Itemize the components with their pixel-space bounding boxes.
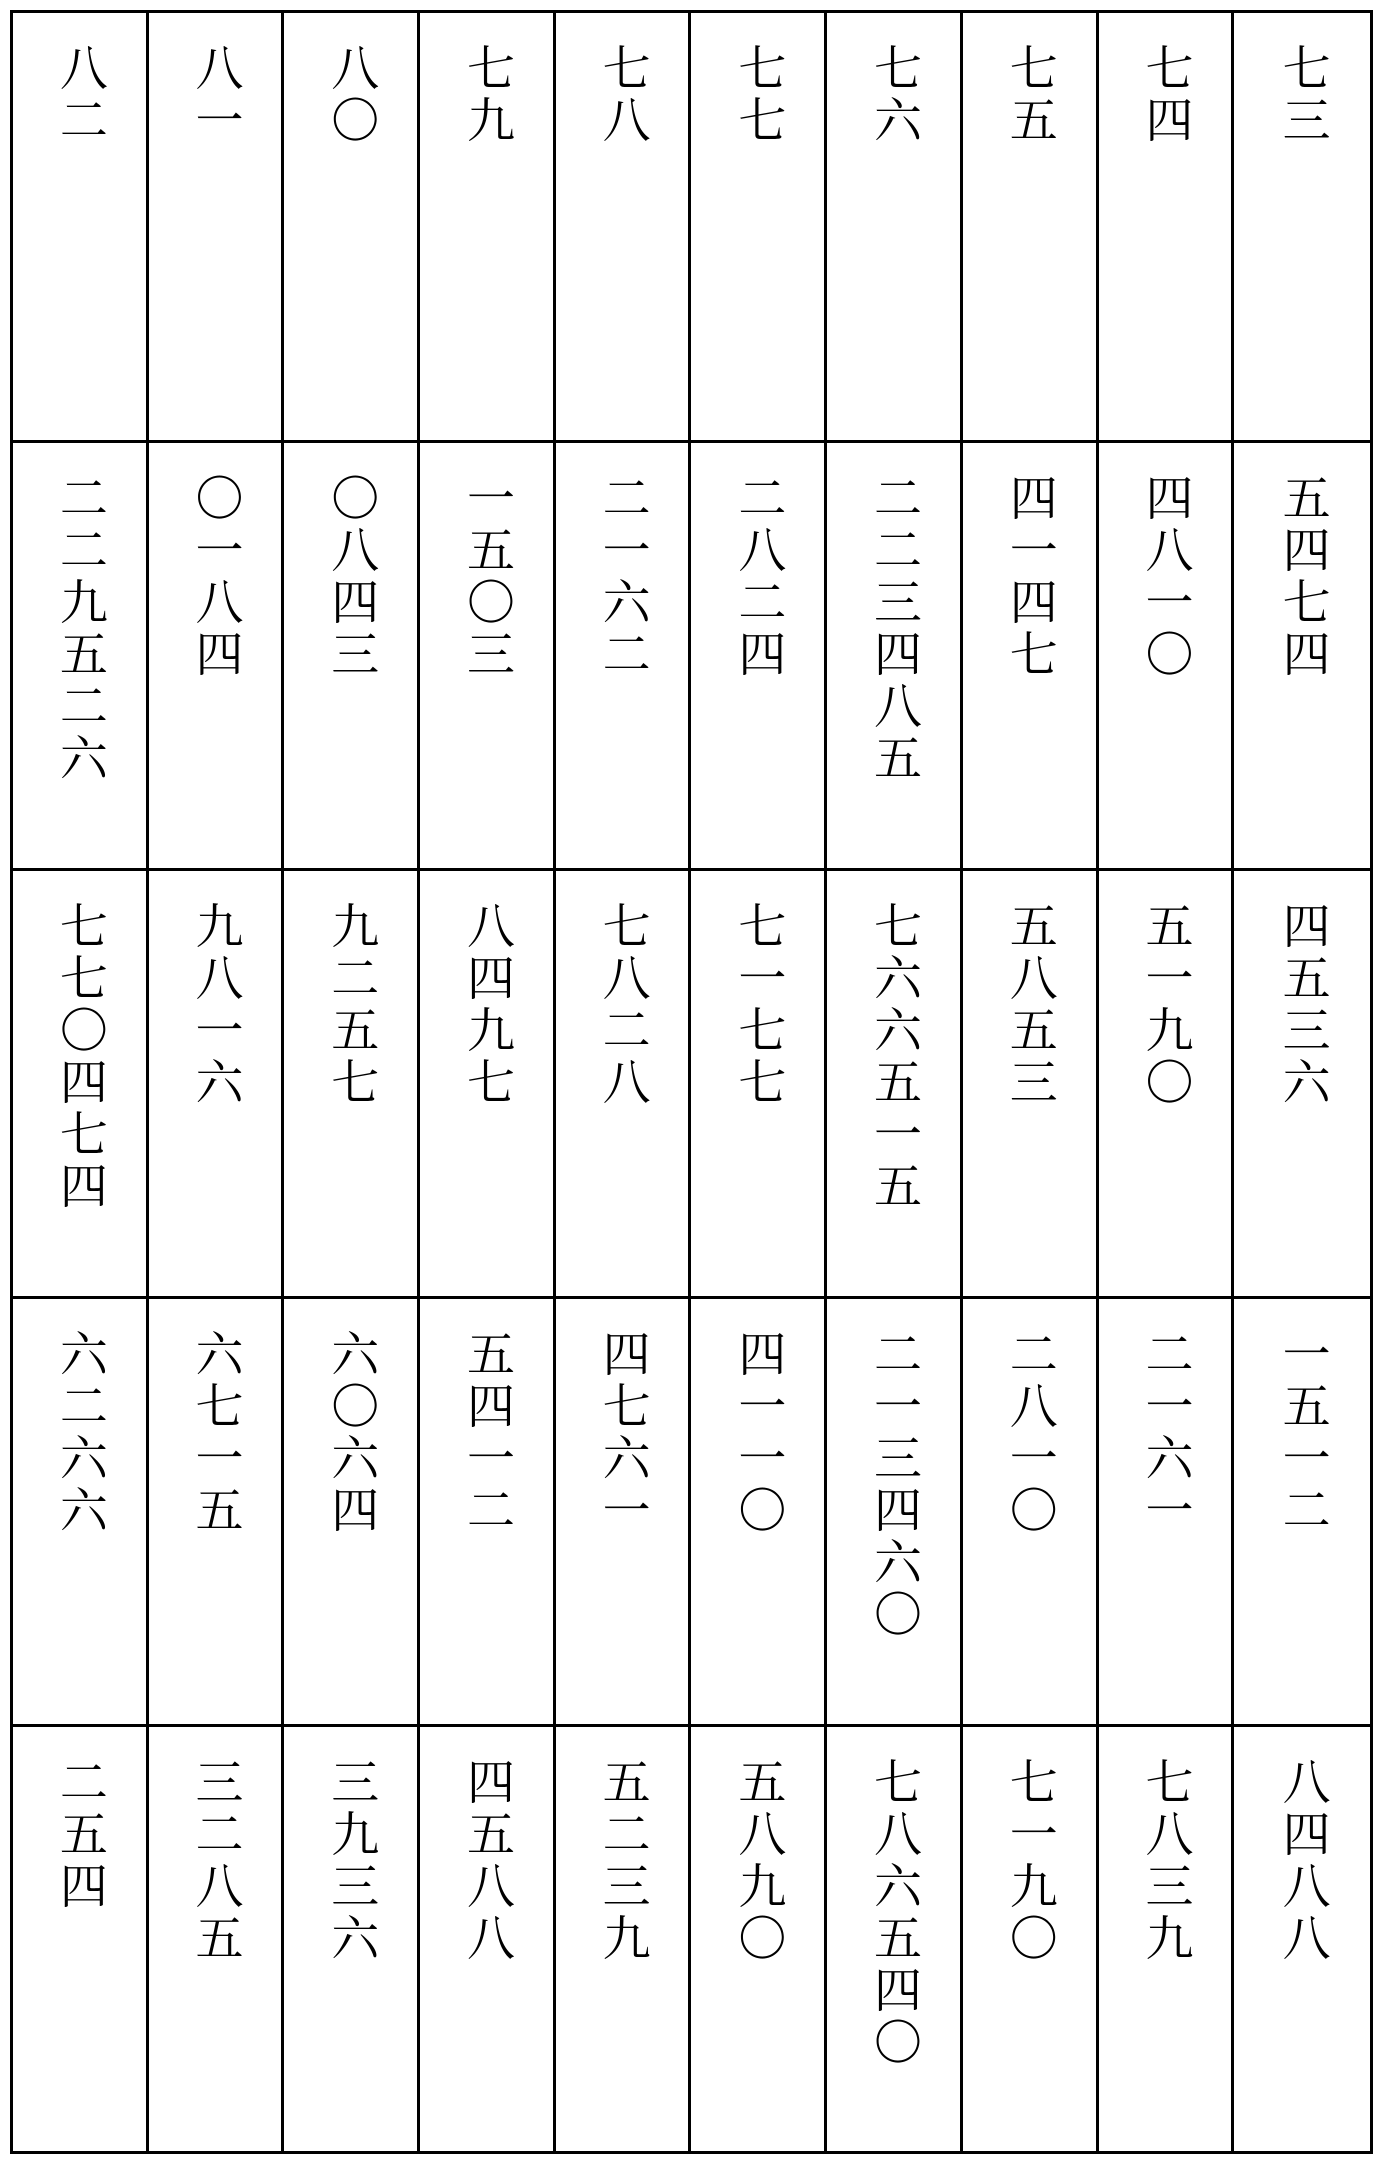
table-cell — [963, 13, 1099, 443]
table-cell — [13, 1299, 149, 1727]
table-cell — [284, 1727, 420, 2151]
cell-text: 四五八八 — [458, 1757, 515, 1965]
cell-text: 四一四七 — [1001, 473, 1058, 681]
cell-text: 七八二八 — [594, 901, 651, 1109]
table-cell — [420, 1727, 556, 2151]
cell-text: 一五一二 — [1274, 1329, 1331, 1537]
cell-text: 七三 — [1274, 43, 1331, 147]
cell-text: 五八五三 — [1001, 901, 1058, 1109]
cell-text: 七六 — [865, 43, 922, 147]
cell-text: 四七六一 — [594, 1329, 651, 1537]
table-cell — [963, 1299, 1099, 1727]
table-cell — [963, 871, 1099, 1299]
table-cell — [963, 443, 1099, 871]
cell-text: 六〇六四 — [322, 1329, 379, 1537]
table-cell — [1234, 1299, 1370, 1727]
cell-text: 二一六二 — [594, 473, 651, 681]
cell-text: 六七一五 — [187, 1329, 244, 1537]
table-cell — [1234, 871, 1370, 1299]
table-cell — [827, 443, 963, 871]
table-cell — [691, 1299, 827, 1727]
cell-text: 七七 — [729, 43, 786, 147]
cell-text: 七五 — [1001, 43, 1058, 147]
table-cell — [691, 871, 827, 1299]
cell-text: 〇一八四 — [187, 473, 244, 681]
cell-text: 六二六六 — [51, 1329, 108, 1537]
table-cell — [827, 1727, 963, 2151]
table-cell — [284, 13, 420, 443]
table-cell — [691, 13, 827, 443]
cell-text: 七八 — [594, 43, 651, 147]
cell-text: 四五三六 — [1274, 901, 1331, 1109]
table-cell — [284, 1299, 420, 1727]
cell-text: 七四 — [1136, 43, 1193, 147]
table-cell — [556, 1727, 692, 2151]
cell-text: 二五四 — [51, 1757, 108, 1913]
cell-text: 七一九〇 — [1001, 1757, 1058, 1965]
cell-text: 七七〇四七四 — [51, 901, 108, 1213]
table-cell — [1099, 1299, 1235, 1727]
table-cell — [1234, 1727, 1370, 2151]
table-cell — [556, 13, 692, 443]
table-cell — [1099, 13, 1235, 443]
cell-text: 七一七七 — [729, 901, 786, 1109]
cell-text: 五四一二 — [458, 1329, 515, 1537]
cell-text: 二二九五二六 — [51, 473, 108, 785]
table-cell — [420, 1299, 556, 1727]
table-cell — [149, 1299, 285, 1727]
cell-text: 三二八五 — [187, 1757, 244, 1965]
cell-text: 七八六五四〇 — [865, 1757, 922, 2069]
cell-text: 二八二四 — [729, 473, 786, 681]
table-cell — [1099, 443, 1235, 871]
table-cell — [556, 443, 692, 871]
table-cell — [691, 1727, 827, 2151]
table-cell — [1099, 871, 1235, 1299]
cell-text: 五一九〇 — [1136, 901, 1193, 1109]
cell-text: 九八一六 — [187, 901, 244, 1109]
table-cell — [827, 1299, 963, 1727]
table-cell — [1234, 443, 1370, 871]
cell-text: 八一 — [187, 43, 244, 147]
cell-text: 九二五七 — [322, 901, 379, 1109]
table-cell — [284, 443, 420, 871]
cell-text: 二二三四八五 — [865, 473, 922, 785]
cell-text: 八四八八 — [1274, 1757, 1331, 1965]
cell-text: 五八九〇 — [729, 1757, 786, 1965]
cell-text: 五四七四 — [1274, 473, 1331, 681]
cell-text: 七九 — [458, 43, 515, 147]
table-cell — [149, 13, 285, 443]
table-cell — [13, 871, 149, 1299]
table-cell — [963, 1727, 1099, 2151]
table-cell — [827, 871, 963, 1299]
table-cell — [420, 871, 556, 1299]
cell-text: 八四九七 — [458, 901, 515, 1109]
table-cell — [556, 1299, 692, 1727]
cell-text: 八〇 — [322, 43, 379, 147]
cell-text: 七六六五一五 — [865, 901, 922, 1213]
table-cell — [149, 871, 285, 1299]
cell-text: 二一三四六〇 — [865, 1329, 922, 1641]
cell-text: 二一六一 — [1136, 1329, 1193, 1537]
table-cell — [13, 443, 149, 871]
table-cell — [13, 13, 149, 443]
table-cell — [420, 13, 556, 443]
table-cell — [1099, 1727, 1235, 2151]
numeral-table — [10, 10, 1373, 2154]
cell-text: 三九三六 — [322, 1757, 379, 1965]
table-cell — [1234, 13, 1370, 443]
cell-text: 四一一〇 — [729, 1329, 786, 1537]
table-cell — [420, 443, 556, 871]
table-cell — [149, 1727, 285, 2151]
table-cell — [13, 1727, 149, 2151]
table-cell — [284, 871, 420, 1299]
cell-text: 〇八四三 — [322, 473, 379, 681]
table-cell — [149, 443, 285, 871]
cell-text: 五二三九 — [594, 1757, 651, 1965]
cell-text: 七八三九 — [1136, 1757, 1193, 1965]
cell-text: 八二 — [51, 43, 108, 147]
cell-text: 二八一〇 — [1001, 1329, 1058, 1537]
table-cell — [691, 443, 827, 871]
table-cell — [556, 871, 692, 1299]
cell-text: 四八一〇 — [1136, 473, 1193, 681]
cell-text: 一五〇三 — [458, 473, 515, 681]
table-cell — [827, 13, 963, 443]
